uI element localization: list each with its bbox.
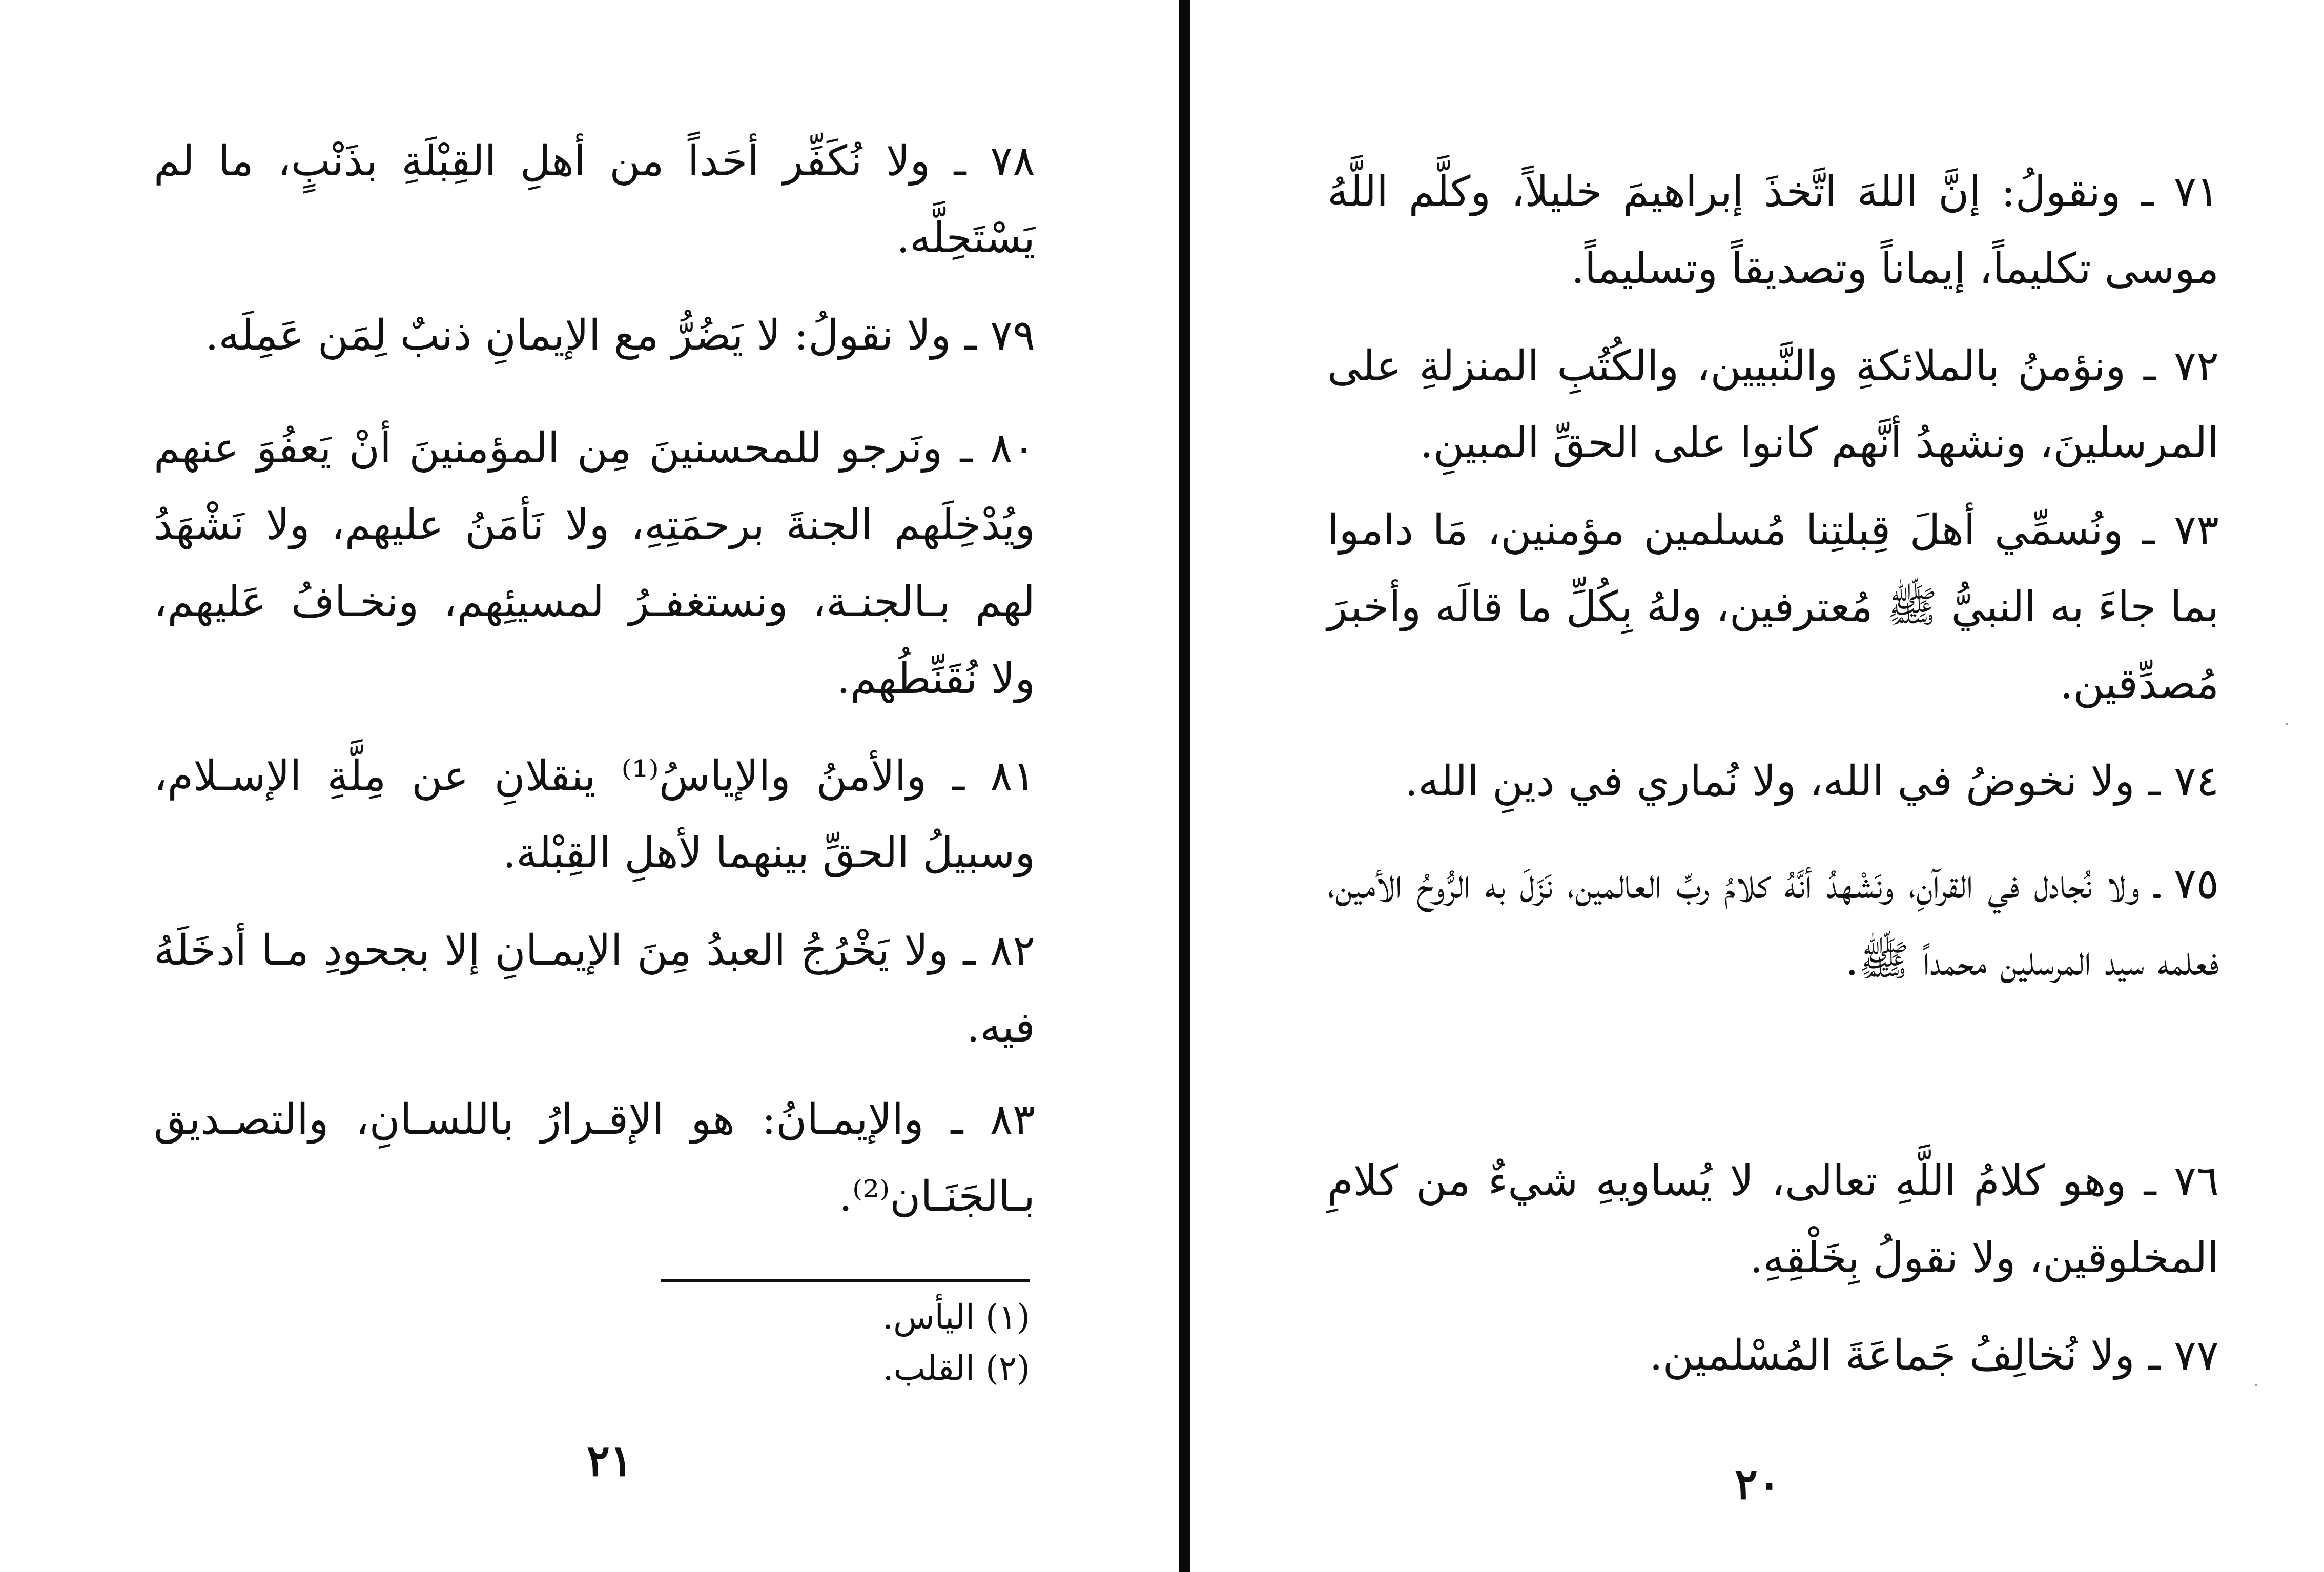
paragraph-79-text: ٧٩ ـ ولا نقولُ: لا يَضُرُّ مع الإيمانِ ذنبٌ لِمَن عَمِلَه. xyxy=(205,311,1035,360)
footnote-1: (١) اليأس. xyxy=(882,1297,1030,1337)
paragraph-71-text: ٧١ ـ ونقولُ: إنَّ اللهَ اتَّخذَ إبراهيمَ خليلاً، وكلَّم اللَّهُ موسى تكليماً، إيماناً وتصديقاً وتسليماً. xyxy=(1327,168,2219,293)
paragraph-82-text: ٨٢ ـ ولا يَخْرُجُ العبدُ مِنَ الإيمـانِ إلا بجحودِ مـا أدخَلَهُ فيه. xyxy=(154,926,1035,1052)
paragraph-78-text: ٧٨ ـ ولا نُكَفِّر أحَداً من أهلِ القِبْلَةِ بذَنْبٍ، ما لم يَسْتَحِلَّه. xyxy=(154,137,1035,262)
paragraph-77-text: ٧٧ ـ ولا نُخالِفُ جَماعَةَ المُسْلمين. xyxy=(1649,1331,2219,1380)
paragraph-74-text: ٧٤ ـ ولا نخوضُ في الله، ولا نُماري في دينِ الله. xyxy=(1405,757,2219,806)
paragraph-72-text: ٧٢ ـ ونؤمنُ بالملائكةِ والنَّبيين، والكُتُبِ المنزلةِ على المرسلينَ، ونشهدُ أنَّهم كانوا على الحقِّ المبينِ. xyxy=(1327,342,2219,467)
footnote-2: (٢) القلب. xyxy=(882,1349,1030,1388)
paragraph-75-text: ٧٥ ـ ولا نُجادل في القرآنِ، ونَشْهدُ أنَّهُ كلامُ ربِّ العالمين، نَزَلَ به الرُّوحُ الأمين، فعلمه سيد المرسلين محمداً ﷺ. xyxy=(1327,860,2219,985)
scan-speck xyxy=(2286,723,2288,725)
scan-speck xyxy=(2255,1384,2257,1386)
page-number-21: ٢١ xyxy=(586,1435,633,1486)
paragraph-81-text: ٨١ ـ والأمنُ والإياسُ⁽¹⁾ ينقلانِ عن مِلَّةِ الإسـلام، وسبيلُ الحقِّ بينهما لأهلِ القِبْلة. xyxy=(154,752,1036,877)
footnote-separator xyxy=(661,1279,1030,1282)
paragraph-73-text: ٧٣ ـ ونُسمِّي أهلَ قِبلتِنا مُسلمين مؤمنين، مَا داموا بما جاءَ به النبيُّ ﷺ مُعترفين، ولهُ بِكُلِّ ما قالَه وأخبرَ مُصدِّقين. xyxy=(1327,506,2219,708)
paragraph-80-text: ٨٠ ـ ونَرجو للمحسنينَ مِن المؤمنينَ أنْ يَعفُوَ عنهم ويُدْخِلَهم الجنةَ برحمَتِهِ، ولا نَأمَنُ عليهم، ولا نَشْهَدُ لهم بـالجنـة، ونستغفـرُ لمسيئِهم، ونخـافُ عَليهم، ولا نُقَنِّطُهم. xyxy=(154,424,1035,703)
page-number-20: ٢٠ xyxy=(1734,1458,1781,1509)
paragraph-76-text: ٧٦ ـ وهو كلامُ اللَّهِ تعالى، لا يُساويهِ شيءٌ من كلامِ المخلوقين، ولا نقولُ بِخَلْقِهِ. xyxy=(1327,1157,2219,1282)
paragraph-83-text: ٨٣ ـ والإيمـانُ: هو الإقـرارُ باللسـانِ، والتصـديق بـالجَنَـان⁽²⁾. xyxy=(154,1095,1035,1221)
